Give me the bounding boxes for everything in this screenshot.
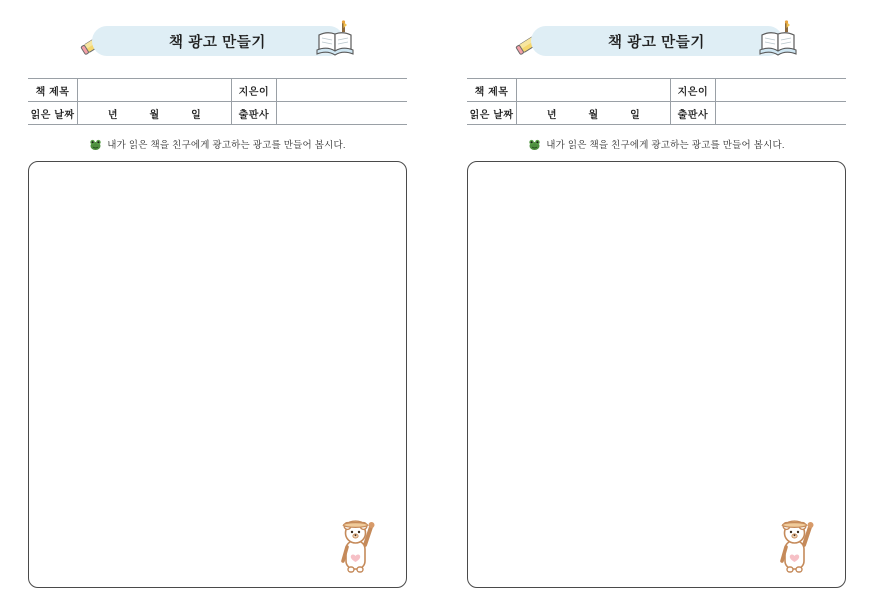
- date-unit-month: 월: [588, 109, 599, 121]
- field-label-book-title: 책 제목: [28, 79, 78, 102]
- date-unit-day: 일: [191, 109, 202, 121]
- frog-icon: [528, 138, 541, 151]
- worksheet-header-right: [467, 18, 846, 64]
- field-label-read-date: 읽은 날짜: [467, 102, 517, 125]
- title-bar-left: [92, 26, 344, 56]
- table-row: [467, 102, 846, 125]
- book-info-table-left: [28, 78, 407, 125]
- field-label-author: 지은이: [671, 79, 716, 102]
- field-label-read-date: 읽은 날짜: [28, 102, 78, 125]
- date-unit-year: 년: [546, 109, 558, 121]
- field-input-book-title[interactable]: [517, 79, 671, 102]
- field-input-book-title[interactable]: [78, 79, 232, 102]
- page-title: 책 광고 만들기: [608, 34, 705, 51]
- field-label-book-title: 책 제목: [467, 79, 517, 102]
- instruction-row-left: [28, 137, 407, 151]
- page-title: 책 광고 만들기: [169, 34, 266, 51]
- open-book-icon: [756, 20, 802, 60]
- worksheet-header-left: [28, 18, 407, 64]
- field-input-publisher[interactable]: [276, 102, 407, 125]
- drawing-area-right[interactable]: [467, 161, 846, 588]
- instruction-text: 내가 읽은 책을 친구에게 광고하는 광고를 만들어 봅시다.: [107, 140, 346, 151]
- field-input-author[interactable]: [276, 79, 407, 102]
- bear-icon: [334, 511, 380, 575]
- instruction-row-right: [467, 137, 846, 151]
- date-unit-day: 일: [630, 109, 641, 121]
- bear-icon: [773, 511, 819, 575]
- drawing-area-left[interactable]: [28, 161, 407, 588]
- field-label-publisher: 출판사: [232, 102, 277, 125]
- table-row: [28, 102, 407, 125]
- table-row: [28, 79, 407, 102]
- field-input-publisher[interactable]: [715, 102, 846, 125]
- open-book-icon: [313, 20, 359, 60]
- worksheet-right: [435, 0, 870, 611]
- field-input-read-date[interactable]: [517, 102, 671, 125]
- instruction-text: 내가 읽은 책을 친구에게 광고하는 광고를 만들어 봅시다.: [546, 140, 785, 151]
- book-info-table-right: [467, 78, 846, 125]
- field-input-author[interactable]: [715, 79, 846, 102]
- date-unit-year: 년: [107, 109, 119, 121]
- field-label-publisher: 출판사: [671, 102, 716, 125]
- field-input-read-date[interactable]: [78, 102, 232, 125]
- field-label-author: 지은이: [232, 79, 277, 102]
- table-row: [467, 79, 846, 102]
- title-bar-right: [531, 26, 783, 56]
- date-unit-month: 월: [149, 109, 160, 121]
- frog-icon: [89, 138, 102, 151]
